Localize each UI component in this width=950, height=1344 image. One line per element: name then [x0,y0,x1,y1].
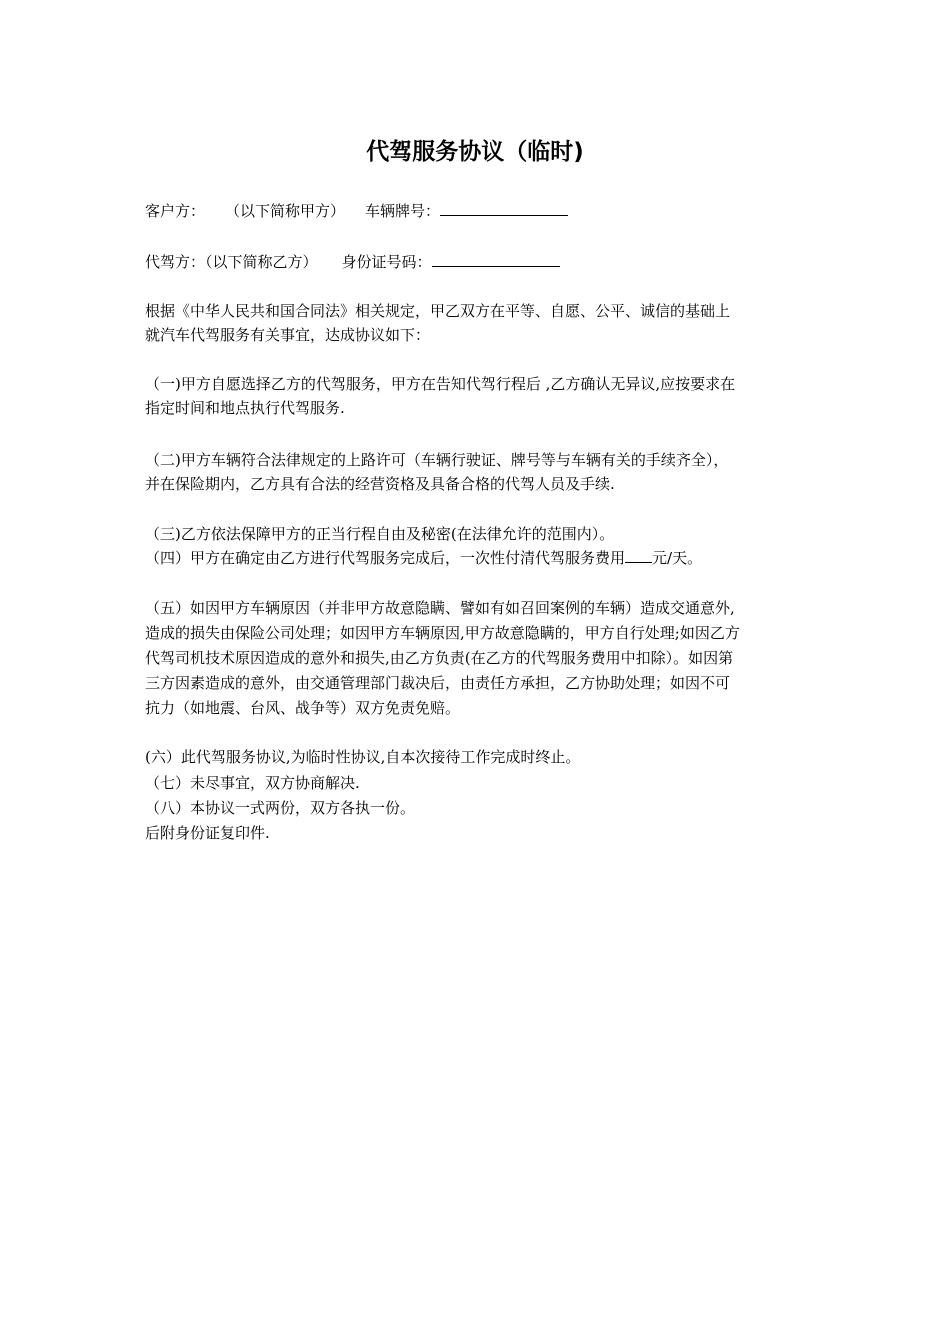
intro-line-1: 根据《中华人民共和国合同法》相关规定，甲乙双方在平等、自愿、公平、诚信的基础上 [145,302,731,320]
fee-blank[interactable] [625,548,652,563]
id-number-blank[interactable] [432,252,560,267]
clause-4 [145,547,815,570]
intro-line-2: 就汽车代驾服务有关事宜，达成协议如下： [145,326,431,344]
clause-5-line-4: 三方因素造成的意外，由交通管理部门裁决后，由责任方承担，乙方协助处理；如因不可 [145,674,731,692]
customer-party-label: 客户方： [145,202,206,220]
clause-5-line-1: （五）如因甲方车辆原因（并非甲方故意隐瞒、譬如有如召回案例的车辆）造成交通意外, [145,599,735,617]
plate-number-label: 车辆牌号： [365,202,441,220]
clause-2-line-2: 并在保险期内，乙方具有合法的经营资格及具备合格的代驾人员及手续. [145,475,615,493]
clause-4-unit: 元/天。 [652,549,703,567]
clause-5-line-2: 造成的损失由保险公司处理；如因甲方车辆原因,甲方故意隐瞒的，甲方自行处理;如因乙方 [145,624,740,642]
clause-8: （八）本协议一式两份，双方各执一份。 [145,799,416,817]
id-number-label: 身份证号码： [341,253,432,271]
customer-party-note: （以下简称甲方） [225,202,346,220]
clause-3: （三)乙方依法保障甲方的正当行程自由及秘密(在法律允许的范围内）。 [145,525,615,543]
document-title: 代驾服务协议（临时) [366,139,584,165]
clause-7: （七）未尽事宜，双方协商解决. [145,774,360,792]
clause-1-line-2: 指定时间和地点执行代驾服务. [145,399,345,417]
customer-party-line [145,200,815,223]
clause-1-line-1: （一)甲方自愿选择乙方的代驾服务，甲方在告知代驾行程后 ,乙方确认无异议,应按要求在 [145,375,736,393]
attachment-note: 后附身份证复印件. [145,824,270,842]
clause-5-line-3: 代驾司机技术原因造成的意外和损失,由乙方负责(在乙方的代驾服务费用中扣除）。如因第 [145,649,734,667]
clause-2-line-1: （二)甲方车辆符合法律规定的上路许可（车辆行驶证、牌号等与车辆有关的手续齐全）， [145,451,729,469]
clause-6: (六）此代驾服务协议,为临时性协议,自本次接待工作完成时终止。 [145,748,581,766]
driver-party-label: 代驾方：（以下简称乙方） [145,253,318,271]
clause-4-text: （四）甲方在确定由乙方进行代驾服务完成后，一次性付清代驾服务费用 [145,549,626,567]
plate-number-blank[interactable] [440,201,568,216]
driver-party-line [145,251,815,274]
clause-5-line-5: 抗力（如地震、台风、战争等）双方免责免赔。 [145,699,461,717]
